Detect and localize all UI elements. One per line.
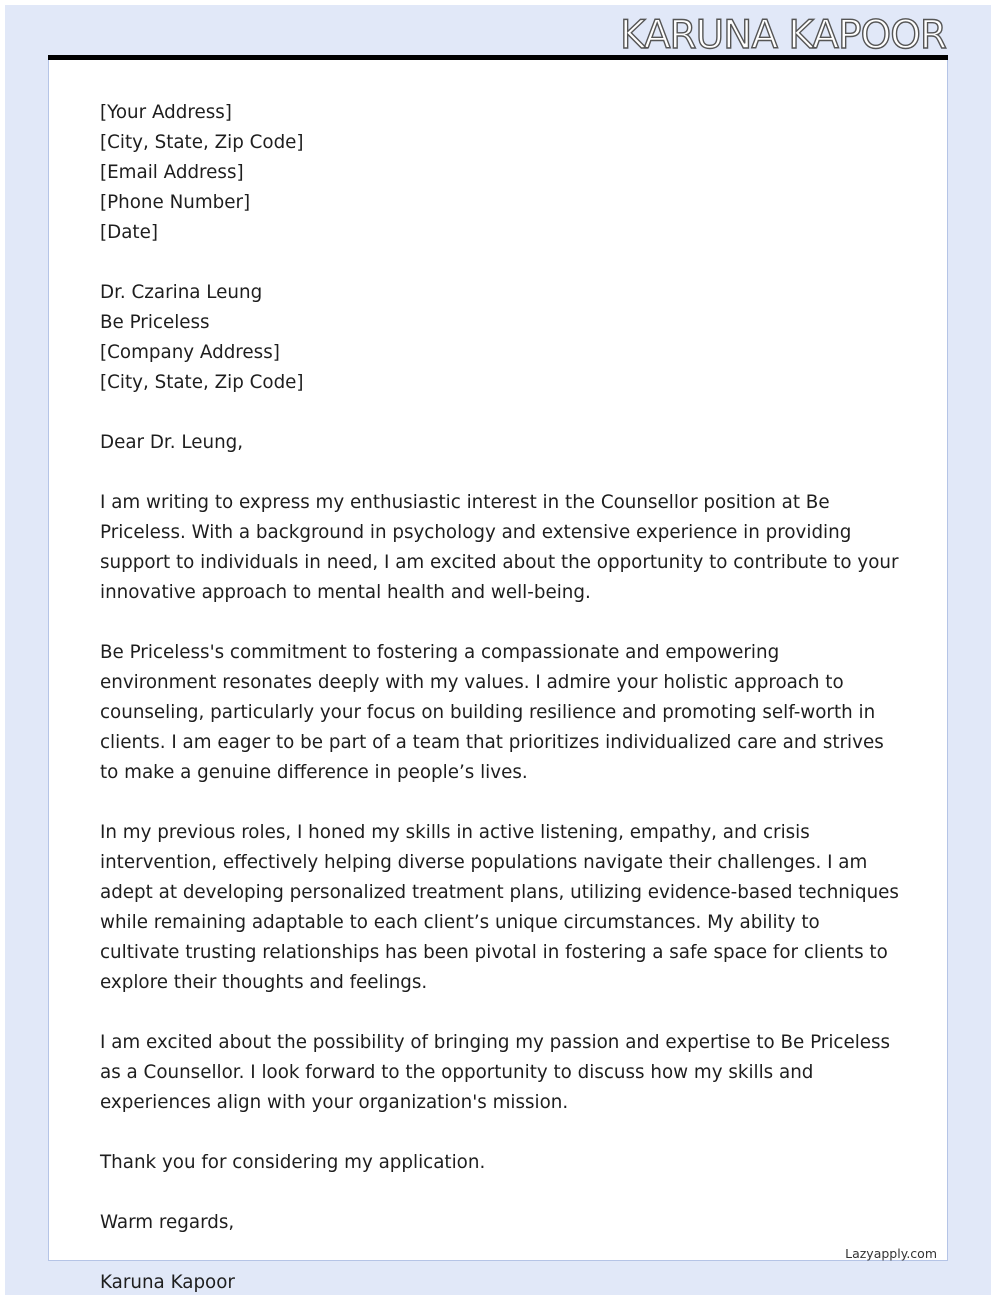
body-paragraph-5: Thank you for considering my application. — [100, 1152, 486, 1173]
recipient-block — [100, 278, 900, 398]
sender-city-state-zip: [City, State, Zip Code] — [100, 132, 304, 153]
sender-block — [100, 98, 900, 248]
recipient-city-state-zip: [City, State, Zip Code] — [100, 372, 304, 393]
sender-email: [Email Address] — [100, 162, 244, 183]
recipient-name: Dr. Czarina Leung — [100, 282, 263, 303]
sender-address: [Your Address] — [100, 102, 232, 123]
body-paragraph-1: I am writing to express my enthusiastic interest in the Counsellor position at Be Priceless. With a background in psychology and extensive experience in providing support to individuals in need, I am excited about the opportunity to contribute to your innovative approach to mental health and well-being. — [100, 492, 899, 603]
recipient-company: Be Priceless — [100, 312, 210, 333]
recipient-address: [Company Address] — [100, 342, 280, 363]
sender-phone: [Phone Number] — [100, 192, 251, 213]
body-paragraph-4: I am excited about the possibility of bringing my passion and expertise to Be Priceless as a Counsellor. I look forward to the opportunity to discuss how my skills and experiences align with your organization's mission. — [100, 1032, 891, 1113]
letter-body — [100, 98, 900, 1268]
header-name: KARUNA KAPOOR — [619, 13, 946, 58]
body-paragraph-2: Be Priceless's commitment to fostering a compassionate and empowering environment resonates deeply with my values. I admire your holistic approach to counseling, particularly your focus on building resilience and promoting self-worth in clients. I am eager to be part of a team that prioritizes individualized care and strives to make a genuine difference in people’s lives. — [100, 642, 884, 783]
signature-name: Karuna Kapoor — [100, 1272, 235, 1293]
closing: Warm regards, — [100, 1212, 235, 1233]
letter-date: [Date] — [100, 222, 158, 243]
salutation: Dear Dr. Leung, — [100, 432, 244, 453]
body-paragraph-3: In my previous roles, I honed my skills in active listening, empathy, and crisis intervention, effectively helping diverse populations navigate their challenges. I am adept at developing personalized treatment plans, utilizing evidence-based techniques while remaining adaptable to each client’s unique circumstances. My ability to cultivate trusting relationships has been pivotal in fostering a safe space for clients to explore their thoughts and feelings. — [100, 822, 899, 993]
watermark-text: Lazyapply.com — [845, 1246, 937, 1261]
